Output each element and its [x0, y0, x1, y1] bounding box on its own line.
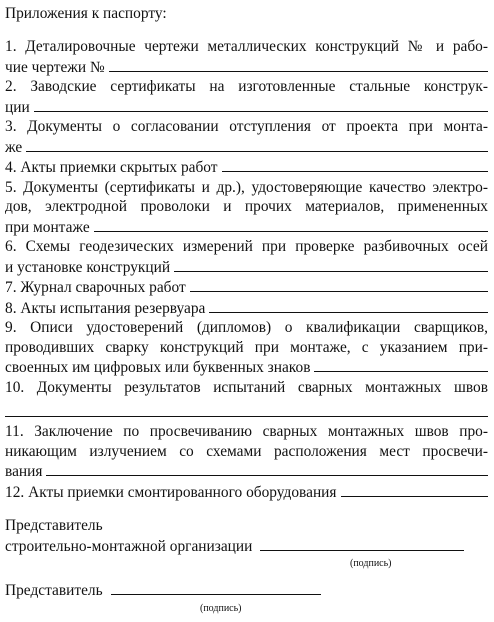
list-item [5, 277, 488, 298]
page-heading: Приложения к паспорту: [5, 5, 167, 22]
item-text-line: 1. Деталировочные чертежи металлических конструкций № и рабо- [5, 38, 488, 55]
list-item [5, 77, 488, 117]
blank-fill-line[interactable] [109, 57, 488, 72]
blank-fill-line[interactable] [222, 157, 488, 172]
list-item [5, 237, 488, 277]
signature-line[interactable] [260, 536, 464, 551]
item-text-line: 10. Документы результатов испытаний сварных монтажных швов [5, 378, 488, 396]
item-text-line: 4. Акты приемки скрытых работ [5, 159, 218, 176]
item-text-line: дов, электродной проволоки и прочих материалов, примененных [5, 198, 488, 215]
signature-line[interactable] [111, 580, 321, 595]
item-text-line: вания [5, 463, 43, 480]
blank-fill-line[interactable] [46, 461, 488, 476]
representative-label: Представитель [5, 582, 103, 599]
list-item [5, 117, 488, 157]
item-text-line: же [5, 138, 23, 156]
list-item [5, 178, 488, 238]
item-text-line: 2. Заводские сертификаты на изготовленные стальные конструк- [5, 78, 488, 95]
item-text-line: чие чертежи № [5, 58, 105, 76]
item-text-line: 9. Описи удостоверений (дипломов) о квалификации сварщиков, [5, 319, 488, 336]
signature-caption: (подпись) [350, 558, 392, 569]
list-item [5, 318, 488, 378]
signature-caption: (подпись) [200, 602, 242, 614]
item-text-line: своенных им цифровых или буквенных знаков [5, 359, 311, 376]
list-item [5, 157, 488, 178]
list-item [5, 378, 488, 418]
item-text-line: 8. Акты испытания резервуара [5, 299, 206, 317]
organization-label: строительно-монтажной организации [5, 537, 253, 555]
item-text-line: 5. Документы (сертификаты и др.), удостоверяющие качество электро- [5, 178, 488, 196]
list-item [5, 37, 488, 77]
blank-fill-line[interactable] [5, 402, 488, 417]
blank-fill-line[interactable] [190, 277, 488, 292]
item-text-line: при монтаже [5, 218, 90, 236]
list-item [5, 298, 488, 319]
item-text-line: 7. Журнал сварочных работ [5, 279, 186, 296]
blank-fill-line[interactable] [209, 298, 488, 313]
item-text-line: ции [5, 98, 30, 116]
list-item [5, 422, 488, 482]
item-text-line: 12. Акты приемки смонтированного оборудования [5, 483, 337, 501]
blank-fill-line[interactable] [314, 357, 488, 372]
appendix-list [5, 37, 488, 502]
list-item [5, 482, 488, 503]
signature-block [5, 516, 488, 615]
blank-fill-line[interactable] [341, 482, 489, 497]
item-text-line: 6. Схемы геодезических измерений при проверке разбивочных осей [5, 238, 488, 255]
blank-fill-line[interactable] [94, 217, 488, 232]
blank-fill-line[interactable] [34, 97, 488, 112]
blank-fill-line[interactable] [174, 257, 488, 272]
item-text-line: 3. Документы о согласовании отступления от проекта при монта- [5, 118, 488, 135]
representative-label: Представитель [5, 517, 103, 534]
blank-fill-line[interactable] [26, 137, 488, 152]
item-text-line: проводивших сварку конструкций при монтаже, с указанием при- [5, 338, 488, 356]
item-text-line: и установке конструкций [5, 258, 171, 276]
item-text-line: никающим излучением со схемами расположения мест просвечи- [5, 442, 488, 460]
item-text-line: 11. Заключение по просвечиванию сварных монтажных швов про- [5, 423, 488, 440]
